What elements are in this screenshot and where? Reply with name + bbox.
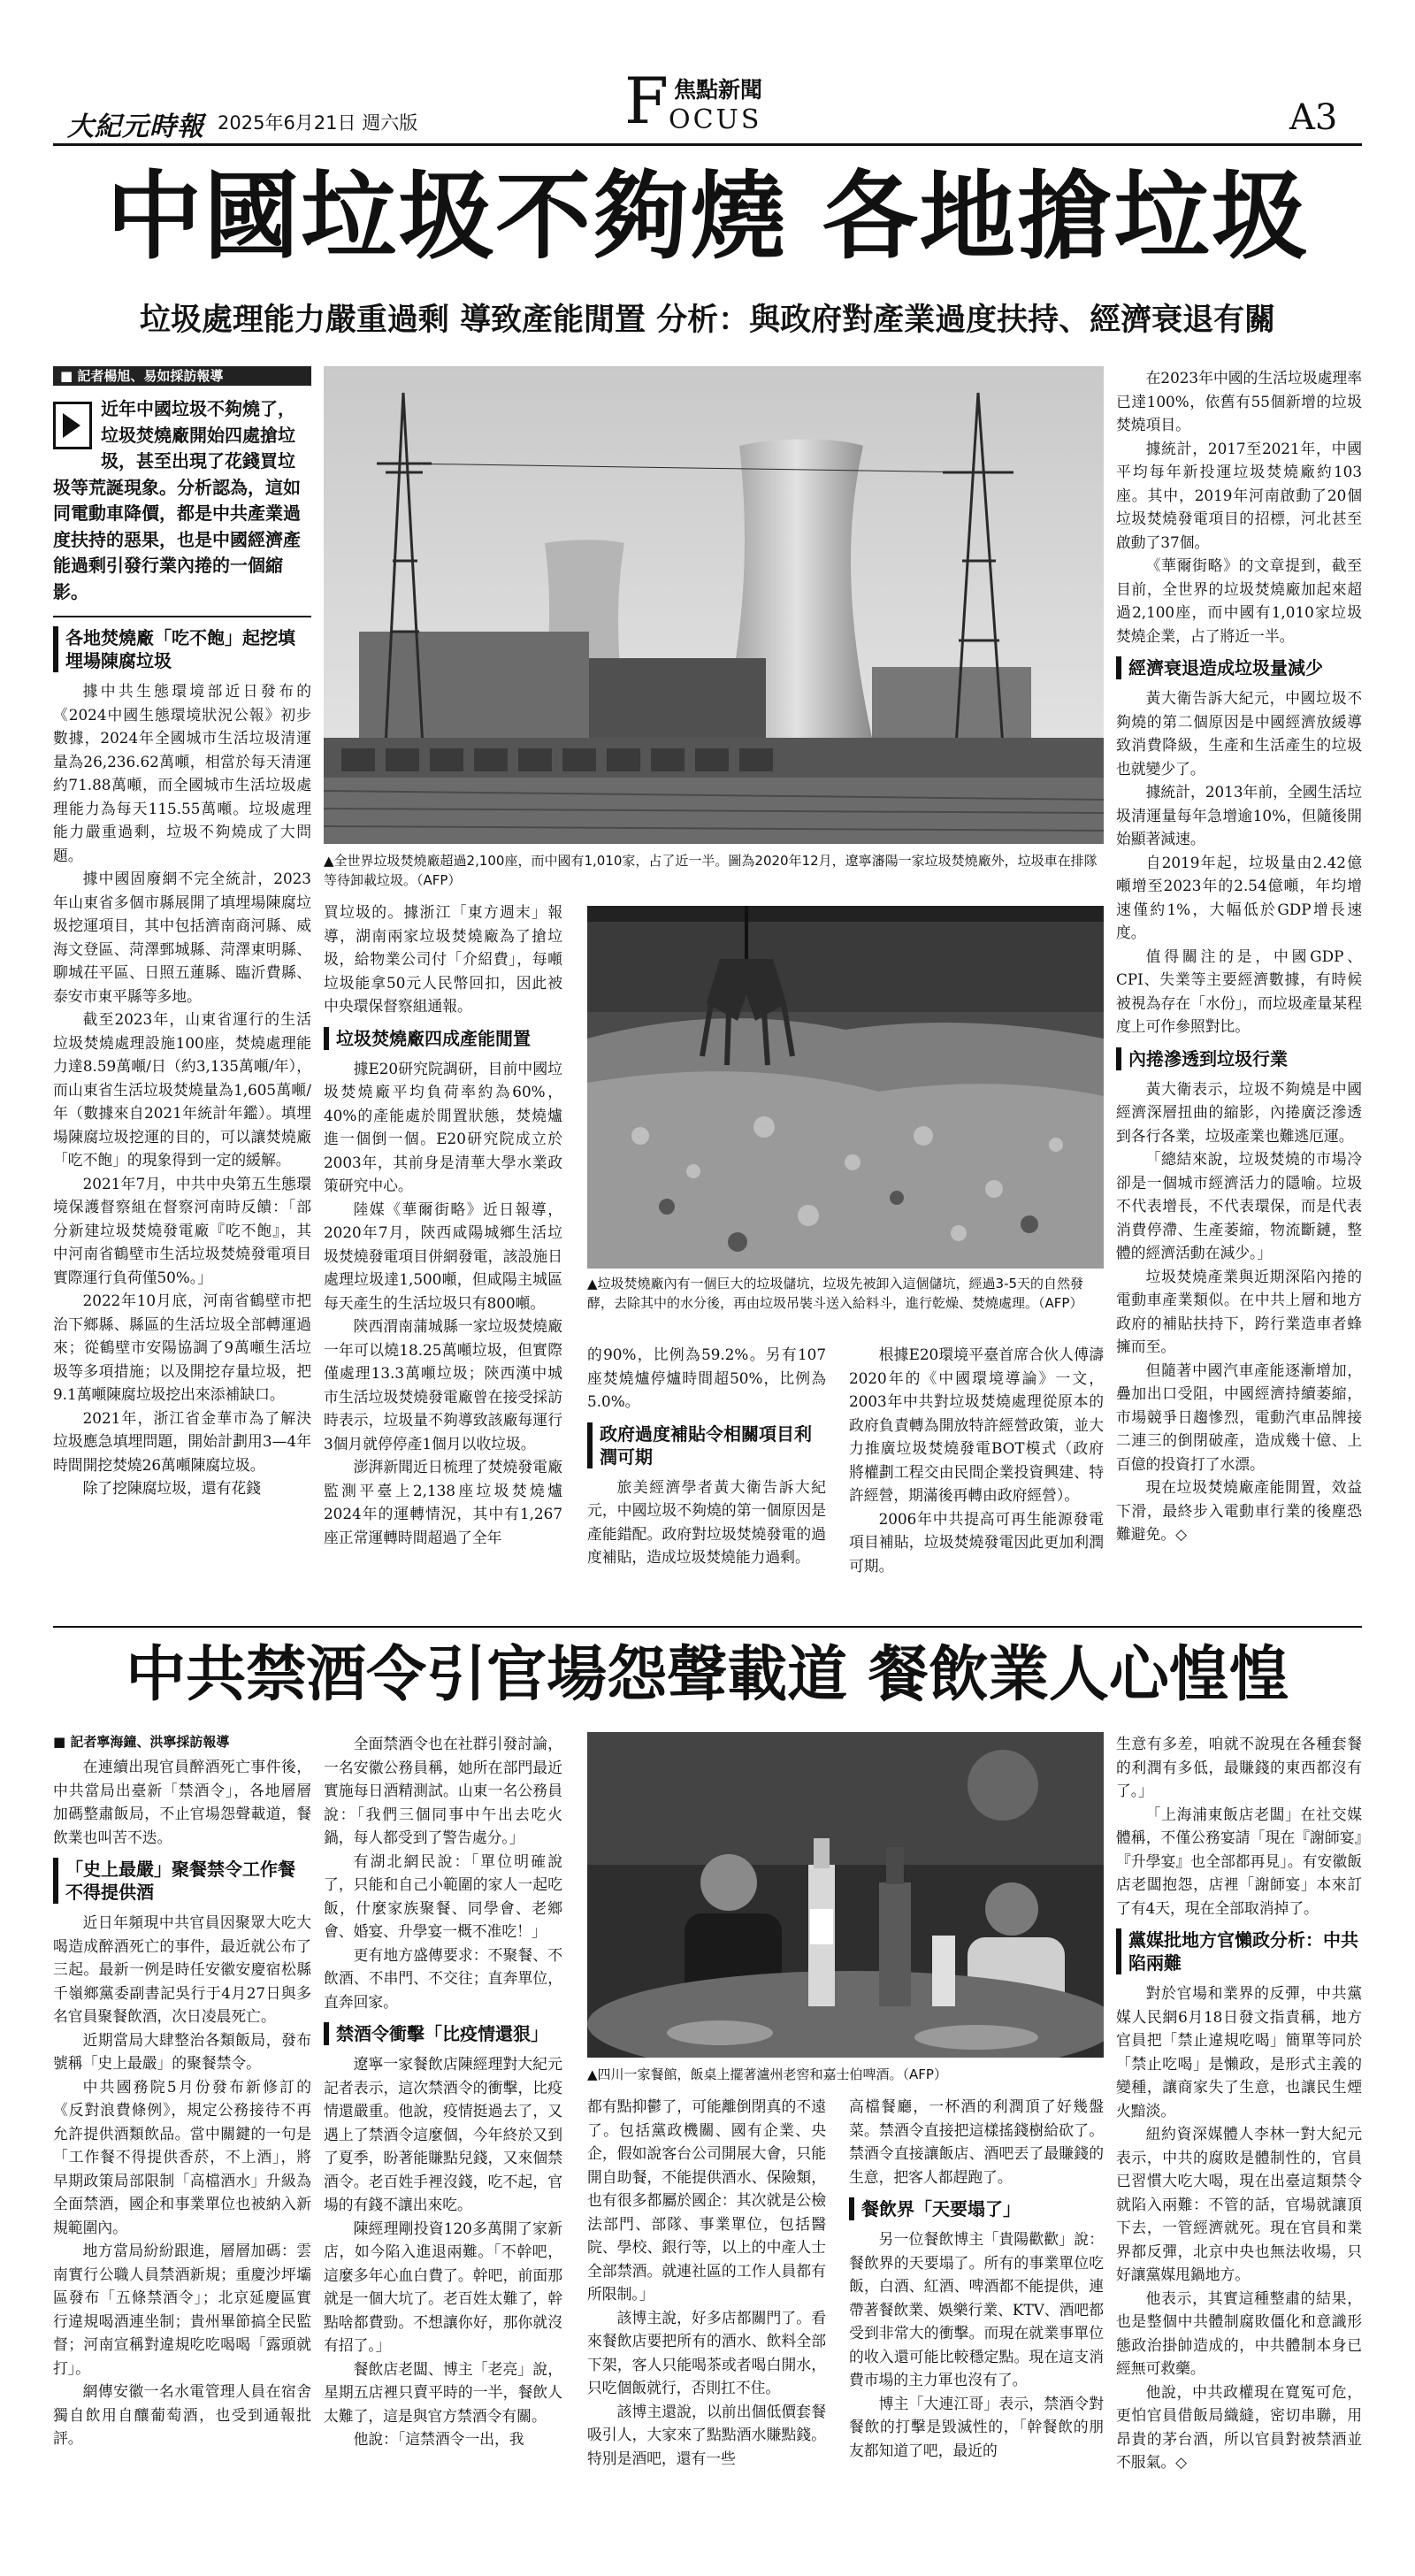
paragraph: 根據E20環境平臺首席合伙人傅濤2020年的《中國環境導論》一文，2003年中共對垃圾焚燒處理從原本的政府負責轉為開放特許經營政策，並大力推廣垃圾焚燒發電BOT模式（政府將權劃工程交由民間企業投資興建、特許經營，期滿後再轉由政府經營）。 bbox=[849, 1346, 1104, 1504]
paragraph: 陳經理剛投資120多萬開了家新店，如今陷入進退兩難。「不幹吧，這麼多年心血白費了。幹吧，前面那就是一個大坑了。老百姓太難了，幹點啥都費勁。不想讓你好，那你就沒有招了。」 bbox=[324, 2219, 562, 2354]
article1-subhead: 垃圾處理能力嚴重過剩 導致產能閒置 分析：與政府對產業過度扶持、經濟衰退有關 bbox=[139, 303, 1276, 338]
photo2-caption: ▲垃圾焚燒廠內有一個巨大的垃圾儲坑，垃圾先被卸入這個儲坑，經過3-5天的自然發酵，去除其中的水分後，再由垃圾吊裝斗送入給料斗，進行乾燥、焚燒處理。（AFP） bbox=[587, 1276, 1084, 1311]
paragraph: 陸媒《華爾街略》近日報導，2020年7月，陝西咸陽城鄉生活垃圾焚燒發電項目併網發電，該設施日處理垃圾達1,500噸，但咸陽主城區每天產生的生活垃圾只有800噸。 bbox=[324, 1200, 562, 1312]
article1-col2-body-top bbox=[324, 901, 562, 1018]
article2-col2-body bbox=[324, 1732, 562, 2013]
paragraph: 網傳安徽一名水電管理人員在宿舍獨自飲用自釀葡萄酒，也受到通報批評。 bbox=[53, 2382, 311, 2447]
article1-col5-body-3 bbox=[1116, 1077, 1362, 1546]
paragraph: 他表示，其實這種整肅的結果，也是整個中共體制腐敗僵化和意識形態政治掛帥造成的，中共體制本身已經無可救藥。 bbox=[1116, 2288, 1362, 2377]
article2-col1-body-2 bbox=[53, 1911, 311, 2450]
article1-column-4 bbox=[849, 1343, 1104, 1615]
article2-byline: ■ 記者寧海鐘、洪寧採訪報導 bbox=[53, 1734, 230, 1750]
paragraph: 近期當局大肆整治各類飯局，發布號稱「史上最嚴」的聚餐禁令。 bbox=[53, 2030, 311, 2072]
article2-col2-body-2 bbox=[324, 2052, 562, 2451]
paragraph: 該博主說，好多店都關門了。看來餐飲店要把所有的酒水、飲料全部下架，客人只能喝茶或者喝白開水，只吃個飯就行，否則扛不住。 bbox=[587, 2308, 826, 2396]
article1-byline: ■ 記者楊旭、易如採訪報導 bbox=[53, 366, 311, 386]
page-number: A3 bbox=[1289, 97, 1338, 138]
issue-date: 2025年6月21日 週六版 bbox=[218, 112, 418, 134]
paragraph: 紐約資深媒體人李林一對大紀元表示，中共的腐敗是體制性的，官員已習慣大吃大喝，現在出臺這類禁令就陷入兩難：不管的話，官場就讓頂下去，一管經濟就死。現在官員和業界都反彈，北京中央也無法收場，只好讓黨媒甩鍋地方。 bbox=[1116, 2125, 1362, 2283]
photo1-caption: ▲全世界垃圾焚燒廠超過2,100座，而中國有1,010家，占了近一半。圖為2020年12月，遼寧瀋陽一家垃圾焚燒廠外，垃圾車在排隊等待卸載垃圾。（AFP） bbox=[324, 853, 1098, 888]
paragraph: 更有地方盛傳要求：不聚餐、不飲酒、不串門、不交往；直奔單位，直奔回家。 bbox=[324, 1945, 562, 2011]
paragraph: 他說，中共政權現在寬冤可危，更怕官員借飯局織縫，密切串聯，用昂貴的茅台酒，所以官員對被禁酒並不服氣。◇ bbox=[1116, 2382, 1362, 2471]
article2-col4-body bbox=[849, 2095, 1104, 2189]
article2-subhead-4: 黨媒批地方官懶政分析：中共陷兩難 bbox=[1116, 1928, 1362, 1974]
paragraph: 博主「大連江哥」表示，禁酒令對餐飲的打擊是毀滅性的，「幹餐飲的朋友都知道了吧，最近的 bbox=[849, 2394, 1104, 2459]
paragraph: 有湖北網民說：「單位明確說了，只能和自己小範圍的家人一起吃飯，什麼家族聚餐、同學會、老鄉會、婚宴、升學宴一概不准吃！」 bbox=[324, 1852, 562, 1940]
section-label bbox=[624, 65, 801, 140]
article2-column-1 bbox=[53, 1732, 311, 2567]
paragraph: 全面禁酒令也在社群引發討論，一名安徽公務員稱，她所在部門最近實施每日酒精測試。山東一名公務員說：「我們三個同事中午出去吃火鍋，每人都受到了警告處分。」 bbox=[324, 1735, 562, 1846]
paragraph: 但隨著中國汽車產能逐漸增加，疊加出口受阻，中國經濟持續萎縮，市場競爭日趨慘烈，電動汽車品牌接二連三的倒閉破產，造成幾十億、上百億的投資打了水漂。 bbox=[1116, 1361, 1362, 1473]
paragraph: 2022年10月底，河南省鶴壁市把治下鄉縣、縣區的生活垃圾全部轉運過來；從鶴壁市安陽協調了9萬噸生活垃圾等多項措施；以及開挖存量垃圾，把9.1萬噸陳腐垃圾挖出來添補缺口。 bbox=[53, 1292, 311, 1403]
masthead bbox=[0, 0, 1415, 142]
byline-text: 記者寧海鐘、洪寧採訪報導 bbox=[70, 1734, 230, 1750]
article1-col5-body-2 bbox=[1116, 686, 1362, 1039]
section-chinese: 焦點新聞 bbox=[674, 77, 763, 103]
garbage-pit-photo bbox=[587, 906, 1104, 1269]
paragraph: 自2019年起，垃圾量由2.42億噸增至2023年的2.54億噸，年均增速僅約1%，大幅低於GDP增長速度。 bbox=[1116, 853, 1362, 941]
paragraph: 近日年頻現中共官員因聚眾大吃大喝造成醉酒死亡的事件，最近就公布了三起。最新一例是時任安徽安慶宿松縣千嶺鄉黨委副書記吳行于4月27日與多名官員聚餐飲酒，次日凌晨死亡。 bbox=[53, 1913, 311, 2025]
masthead-rule bbox=[53, 143, 1362, 146]
restaurant-photo bbox=[587, 1732, 1104, 2058]
paragraph: 旅美經濟學者黃大衛告訴大紀元，中國垃圾不夠燒的第一個原因是產能錯配。政府對垃圾焚燒發電的過度補貼，造成垃圾焚燒能力過剩。 bbox=[587, 1477, 826, 1566]
paragraph: 2006年中共提高可再生能源發電項目補貼，垃圾焚燒發電因此更加利潤可期。 bbox=[849, 1509, 1104, 1575]
article1-headline: 中國垃圾不夠燒 各地搶垃圾 bbox=[106, 162, 1309, 272]
section-english: OCUS bbox=[669, 104, 762, 135]
article1-subhead-3: 政府過度補貼令相關項目利潤可期 bbox=[587, 1422, 826, 1468]
paragraph: 餐飲店老闆、博主「老亮」說，星期五店裡只賣平時的一半，餐飲人太難了，這是與官方禁酒令有關。 bbox=[324, 2359, 562, 2425]
paragraph: 的90%，比例為59.2%。另有107座焚燒爐停爐時間超50%，比例為5.0%。 bbox=[587, 1346, 826, 1410]
article2-col4-body-2 bbox=[849, 2227, 1104, 2462]
article1-col1-rule bbox=[53, 616, 311, 617]
article1-subhead-4: 經濟衰退造成垃圾量減少 bbox=[1116, 656, 1362, 679]
article1-column-5 bbox=[1116, 366, 1362, 1615]
paragraph: 陝西渭南蒲城縣一家垃圾焚燒廠一年可以燒18.25萬噸垃圾，但實際僅處理13.3萬噸垃圾；陝西漢中城市生活垃圾焚燒發電廠曾在接受採訪時表示，垃圾量不夠導致該廠每運行3個月就停停產1個月以收垃圾。 bbox=[324, 1317, 562, 1453]
article1-subhead-5: 內捲滲透到垃圾行業 bbox=[1116, 1047, 1362, 1070]
article2-col1-body bbox=[53, 1755, 311, 1849]
paragraph: 現在垃圾焚燒廠產能閒置，效益下滑，最終步入電動車行業的後塵恐難避免。◇ bbox=[1116, 1478, 1362, 1543]
paragraph: 「上海浦東飯店老闆」在社交媒體稱，不僅公務宴請「現在『謝師宴』『升學宴』也全部都再見」。有安徽飯店老闆抱怨，店裡「謝師宴」本來訂了有4天，現在全部取消掉了。 bbox=[1116, 1805, 1362, 1917]
paragraph: 據中共生態環境部近日發布的《2024中國生態環境狀況公報》初步數據，2024年全國城市生活垃圾清運量為26,236.62萬噸，相當於每天清運約71.88萬噸，而全國城市生活垃圾處理能力為每天115.55萬噸。垃圾處理能力嚴重過剩，垃圾不夠燒成了大問題。 bbox=[53, 682, 311, 864]
paragraph: 他說：「這禁酒令一出，我 bbox=[353, 2430, 524, 2448]
article2-column-5 bbox=[1116, 1732, 1362, 2567]
paragraph: 據E20研究院調研，目前中國垃圾焚燒廠平均負荷率約為60%，40%的產能處於閒置狀態，焚燒爐進一個倒一個。E20研究院成立於2003年，其前身是清華大學水業政策研究中心。 bbox=[324, 1059, 562, 1194]
paragraph: 黃大衛告訴大紀元，中國垃圾不夠燒的第二個原因是中國經濟放緩導致消費降級，生產和生活產生的垃圾也就變少了。 bbox=[1116, 689, 1362, 778]
article1-subhead-2: 垃圾焚燒廠四成產能閒置 bbox=[324, 1027, 562, 1050]
article1-col4-body bbox=[849, 1343, 1104, 1577]
article2-column-2 bbox=[324, 1732, 562, 2567]
article2-col5-body-2 bbox=[1116, 1982, 1362, 2474]
paragraph: 據中國固廢網不完全統計，2023年山東省多個市縣展開了填埋場陳腐垃圾挖運項目，其中包括濟南商河縣、威海文登區、菏澤鄄城縣、菏澤東明縣、聊城茌平區、日照五蓮縣、臨沂費縣、泰安市東平縣等多地。 bbox=[53, 870, 311, 1005]
paragraph: 澎湃新聞近日梳理了焚燒發電廠監測平臺上2,138座垃圾焚燒爐2024年的運轉情況，其中有1,267座正常運轉時間超過了全年 bbox=[324, 1458, 562, 1546]
byline-text: 記者楊旭、易如採訪報導 bbox=[77, 368, 224, 384]
paragraph: 中共國務院5月份發布新修訂的《反對浪費條例》，規定公務接待不再允許提供酒類飲品。當中關鍵的一句是「工作餐不得提供香菸，不上酒」，將早期政策局部限制「高檔酒水」升級為全面禁酒，國企和事業單位也被納入新規範圍內。 bbox=[53, 2077, 311, 2236]
paragraph: 在2023年中國的生活垃圾處理率已達100%，依舊有55個新增的垃圾焚燒項目。 bbox=[1116, 369, 1362, 433]
paragraph: 《華爾街略》的文章提到，截至目前，全世界的垃圾焚燒廠加起來超過2,100座，而中國有1,010家垃圾焚燒企業，占了將近一半。 bbox=[1116, 556, 1362, 645]
lead-text: 近年中國垃圾不夠燒了，垃圾焚燒廠開始四處搶垃圾，甚至出現了花錢買垃圾等荒誕現象。分析認為，這如同電動車降價，都是中共產業過度扶持的惡果，也是中國經濟產能過剩引發行業內捲的一個縮影。 bbox=[53, 398, 301, 602]
paragraph: 對於官場和業界的反彈，中共黨媒人民網6月18日發文指責稱，地方官員把「禁止違規吃喝」簡單等同於「禁止吃喝」是懶政，是形式主義的變種，讓商家失了生意，也讓民生煙火黯淡。 bbox=[1116, 1984, 1362, 2120]
paragraph: 2021年7月，中共中央第五生態環境保護督察組在督察河南時反饋：「部分新建垃圾焚燒發電廠『吃不飽』，其中河南省鶴壁市生活垃圾焚燒發電項目實際運行負荷僅50%。」 bbox=[53, 1174, 311, 1286]
paragraph: 在連續出現官員醉酒死亡事件後，中共當局出臺新「禁酒令」，各地層層加碼整肅飯局，不止官場怨聲載道，餐飲業也叫苦不迭。 bbox=[53, 1758, 311, 1846]
article-separator bbox=[53, 1626, 1362, 1628]
photo3-caption: ▲四川一家餐館，飯桌上擺著瀘州老窖和嘉士伯啤酒。（AFP） bbox=[587, 2066, 947, 2082]
article2-subhead-2: 禁酒令衝擊「比疫情還狠」 bbox=[324, 2022, 562, 2045]
article1-col3-body-2 bbox=[587, 1476, 826, 1569]
article2-subhead-3: 餐飲界「天要塌了」 bbox=[849, 2197, 1104, 2220]
article2-column-3 bbox=[587, 2095, 826, 2567]
paragraph: 高檔餐廳，一杯酒的利潤頂了好幾盤菜。禁酒令直接把這樣搖錢樹給砍了。禁酒令直接讓飯店、酒吧丟了最賺錢的生意，把客人都趕跑了。 bbox=[849, 2097, 1104, 2186]
paragraph: 都有點抑鬱了，可能離倒閉真的不遠了。包括黨政機關、國有企業、央企，假如說客台公司開展大會，只能開自助餐，不能提供酒水、保險類，也有很多都屬於國企：其次就是公檢法部門、部隊、事業單位，包括醫院、學校、銀行等，以上的中產人士全部禁酒。就連社區的工作人員都有所限制。」 bbox=[587, 2097, 826, 2303]
paper-name: 大紀元時報 bbox=[67, 111, 204, 142]
article1-subhead-1: 各地焚燒廠「吃不飽」起挖填埋場陳腐垃圾 bbox=[53, 626, 311, 672]
paragraph: 垃圾焚燒產業與近期深陷內捲的電動車產業類似。在中共上層和地方政府的補貼扶持下，跨行業造車者蜂擁而至。 bbox=[1116, 1267, 1362, 1355]
paragraph: 「總結來說，垃圾焚燒的市場冷卻是一個城市經濟活力的隱喻。垃圾不代表增長，不代表環保，而是代表消費停滯、生產萎縮，物流斷鏈，整體的經濟活動在減少。」 bbox=[1116, 1150, 1362, 1261]
article1-col2-body bbox=[324, 1057, 562, 1550]
paragraph: 生意有多差，咱就不說現在各種套餐的利潤有多低，最賺錢的東西都沒有了。」 bbox=[1116, 1735, 1362, 1799]
article1-lead bbox=[53, 396, 311, 605]
article1-col5-body bbox=[1116, 366, 1362, 648]
article2-headline: 中共禁酒令引官場怨聲載道 餐飲業人心惶惶 bbox=[126, 1640, 1289, 1710]
paragraph: 另一位餐飲博主「貴陽歡歡」說：餐飲界的天要塌了。所有的事業單位吃飯，白酒、紅酒、啤酒都不能提供，連帶著餐飲業、娛樂行業、KTV、酒吧都受到非常大的衝擊。而現在就業事單位的收入還可能比較穩定點。現在這支消費市場的主力軍也沒有了。 bbox=[849, 2230, 1104, 2388]
article2-subhead-1: 「史上最嚴」聚餐禁令工作餐不得提供酒 bbox=[53, 1858, 311, 1904]
article1-col1-body bbox=[53, 679, 311, 1500]
article2-col5-body bbox=[1116, 1732, 1362, 1920]
paragraph: 黃大衛表示，垃圾不夠燒是中國經濟深層扭曲的縮影，內捲廣泛滲透到各行各業，垃圾產業也難逃厄運。 bbox=[1116, 1079, 1362, 1145]
lead-arrow-icon bbox=[53, 402, 92, 449]
paragraph: 除了挖陳腐垃圾，還有花錢 bbox=[82, 1479, 261, 1497]
article1-column-1 bbox=[53, 366, 311, 1615]
article1-column-2 bbox=[324, 901, 562, 1615]
paragraph: 該博主還說，以前出個低價套餐吸引人，大家來了點點酒水賺點錢。特別是酒吧，還有一些 bbox=[587, 2402, 826, 2467]
section-initial: F bbox=[624, 64, 669, 138]
article2-column-4 bbox=[849, 2095, 1104, 2567]
paragraph: 值得關注的是，中國GDP、CPI、失業等主要經濟數據，有時候被視為存在「水份」，而垃圾產量某程度上可作參照對比。 bbox=[1116, 947, 1362, 1035]
incinerator-plant-photo bbox=[324, 366, 1104, 844]
paragraph: 2021年，浙江省金華市為了解決垃圾應急填埋問題，開始計劃用3—4年時間開挖焚燒26萬噸陳腐垃圾。 bbox=[53, 1408, 311, 1474]
article1-column-3 bbox=[587, 1343, 826, 1615]
paragraph: 據統計，2017至2021年，中國平均每年新投運垃圾焚燒廠約103座。其中，2019年河南啟動了20個垃圾焚燒發電項目的招標，河北甚至啟動了37個。 bbox=[1116, 439, 1362, 551]
paragraph: 地方當局紛紛跟進，層層加碼：雲南實行公職人員禁酒新規；重慶沙坪壩區發布「五條禁酒令」；北京延慶區實行違規喝酒連坐制；貴州畢節搞全民監督；河南宣稱對違規吃吃喝喝「露頭就打」。 bbox=[53, 2242, 311, 2377]
article1-col3-body bbox=[587, 1343, 826, 1414]
paragraph: 買垃圾的。據浙江「東方週末」報導，湖南兩家垃圾焚燒廠為了搶垃圾，給物業公司付「介紹費」，每噸垃圾能拿50元人民幣回扣，因此被中央環保督察組通報。 bbox=[324, 903, 562, 1015]
paragraph: 據統計，2013年前，全國生活垃圾清運量每年急增逾10%，但隨後開始顯著減速。 bbox=[1116, 783, 1362, 847]
paragraph: 截至2023年，山東省運行的生活垃圾焚燒處理設施100座，焚燒處理能力達8.59萬噸/日（約3,135萬噸/年），而山東省生活垃圾焚燒量為1,605萬噸/年（數據來自2021年統計年鑑）。填埋場陳腐垃圾挖運的目的，可以讓焚燒廠「吃不飽」的現象得到一定的緩解。 bbox=[53, 1010, 311, 1169]
paragraph: 遼寧一家餐飲店陳經理對大紀元記者表示，這次禁酒令的衝擊，比疫情還嚴重。他說，疫情挺過去了，又遇上了禁酒令這麼個，今年終於又到了夏季，盼著能賺點兒錢，又來個禁酒令。老百姓手裡沒錢，吃不起，官場的有錢不讓出來吃。 bbox=[324, 2055, 562, 2213]
article2-col3-body bbox=[587, 2095, 826, 2470]
